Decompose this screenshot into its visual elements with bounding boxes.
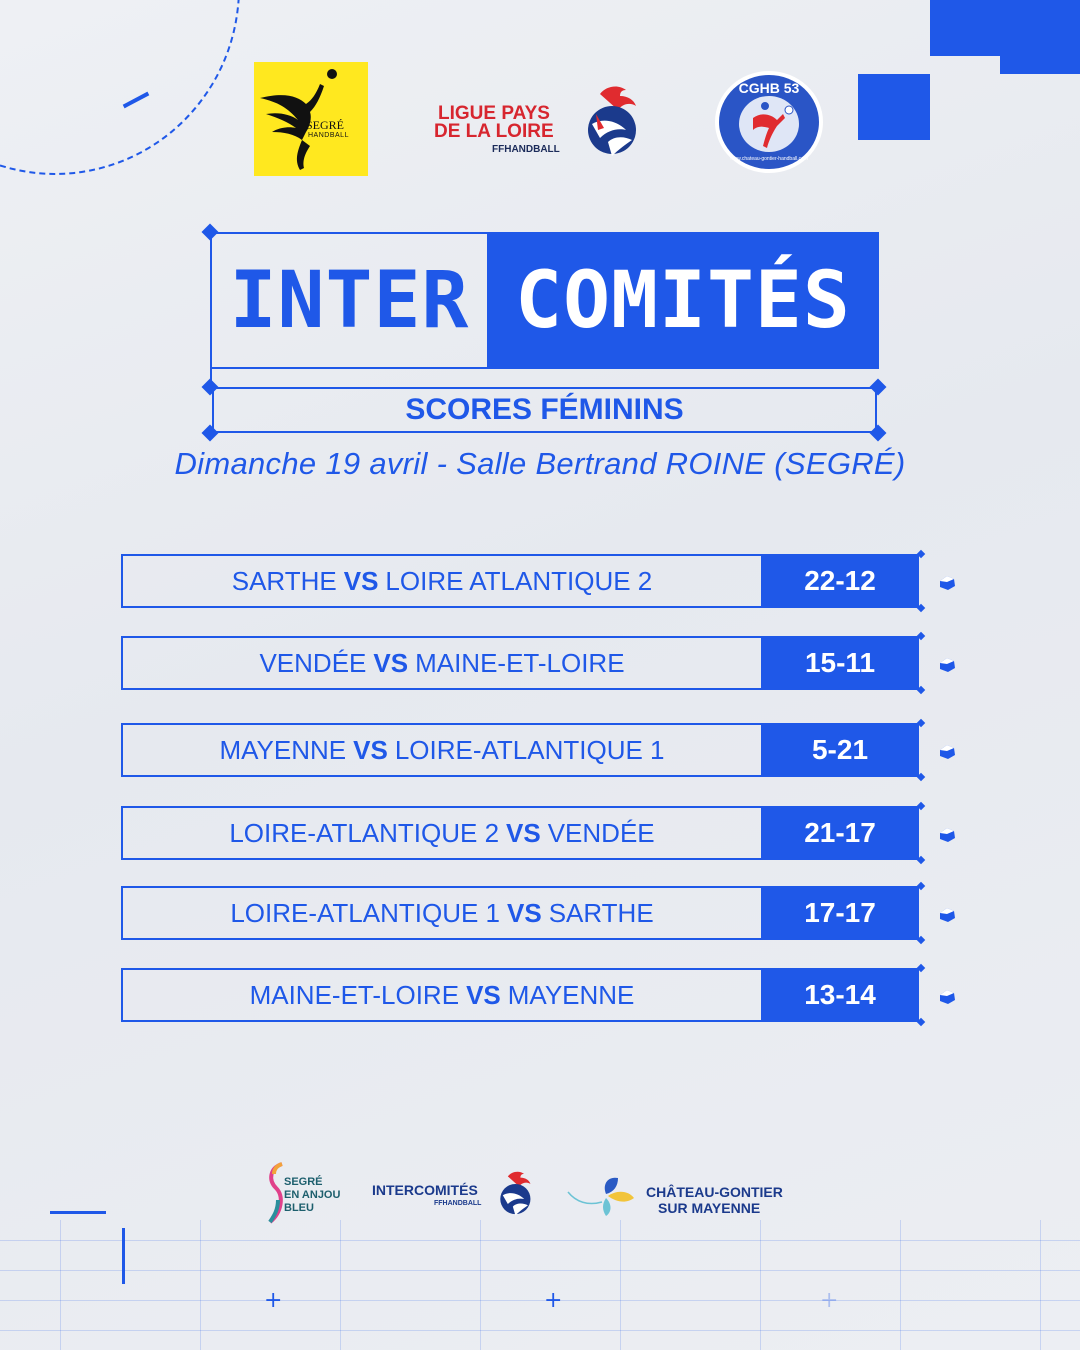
s-swoosh-icon: [266, 1160, 286, 1228]
intercomites-logo-subtext: FFHANDBALL: [434, 1200, 482, 1207]
decorative-grid-line: [340, 1220, 341, 1350]
decorative-block: [858, 74, 930, 140]
decorative-grid-line: [0, 1300, 1080, 1301]
match-score: 17-17: [761, 886, 919, 940]
match-teams: [121, 968, 763, 1022]
decorative-grid-line: [0, 1270, 1080, 1271]
segre-logo-subtext: HANDBALL: [308, 132, 349, 139]
match-score: 21-17: [761, 806, 919, 860]
ligue-pays-de-la-loire-logo: [430, 84, 650, 168]
vs-label: VS: [343, 565, 379, 596]
title-comites: COMITÉS: [487, 232, 879, 369]
decorative-diamond: [917, 604, 925, 612]
decorative-dashed-circle: [0, 0, 240, 175]
segre-en-anjou-bleu-logo: [266, 1160, 340, 1228]
ligue-logo-line2: DE LA LOIRE: [434, 121, 554, 142]
decorative-grid-line: [60, 1220, 61, 1350]
match-row: [121, 723, 961, 779]
home-team: VENDÉE: [259, 647, 367, 678]
decorative-grid-line: [620, 1220, 621, 1350]
ligue-logo-line3: FFHANDBALL: [492, 144, 560, 155]
title-inter: INTER: [229, 255, 470, 346]
match-teams: [121, 554, 763, 608]
decorative-diamond: [917, 856, 925, 864]
intercomites-logo-text: INTERCOMITÉS: [372, 1182, 478, 1198]
plus-icon: +: [544, 1288, 563, 1313]
decorative-grid-line: [200, 1220, 201, 1350]
match-score: 15-11: [761, 636, 919, 690]
decorative-line: [122, 1228, 125, 1284]
segre-anjou-line2: EN ANJOU: [284, 1189, 341, 1201]
decorative-grid-line: [0, 1240, 1080, 1241]
away-team: MAYENNE: [507, 979, 635, 1010]
decorative-grid-line: [480, 1220, 481, 1350]
match-teams: [121, 636, 763, 690]
cghb-53-logo: [713, 70, 825, 174]
decorative-block: [930, 0, 1080, 56]
segre-anjou-line1: SEGRÉ: [284, 1176, 323, 1188]
home-team: MAINE-ET-LOIRE: [249, 979, 460, 1010]
away-team: VENDÉE: [547, 817, 655, 848]
decorative-block: [1000, 56, 1080, 74]
cghb-logo-text: CGHB 53: [738, 80, 800, 96]
decorative-diamond: [917, 686, 925, 694]
handball-icon: [936, 824, 958, 846]
away-team: LOIRE ATLANTIQUE 2: [385, 565, 653, 596]
handball-icon: [936, 986, 958, 1008]
home-team: LOIRE-ATLANTIQUE 1: [230, 897, 500, 928]
event-date-venue: Dimanche 19 avril - Salle Bertrand ROINE (SEGRÉ): [174, 446, 906, 481]
segre-logo-text: SEGRÉ: [306, 118, 345, 132]
chateau-logo-line1: CHÂTEAU-GONTIER: [646, 1184, 783, 1200]
decorative-grid-line: [1040, 1220, 1041, 1350]
away-team: LOIRE-ATLANTIQUE 1: [394, 734, 665, 765]
vs-label: VS: [507, 897, 542, 928]
subtitle-scores-feminins: SCORES FÉMININS: [212, 387, 877, 433]
plus-icon: +: [820, 1288, 839, 1313]
handball-icon: [936, 741, 958, 763]
match-teams: [121, 886, 763, 940]
vs-label: VS: [466, 979, 501, 1010]
chateau-gontier-logo: [566, 1170, 806, 1220]
decorative-grid-line: [0, 1330, 1080, 1331]
intercomites-logo: [370, 1168, 540, 1220]
segre-anjou-line3: BLEU: [284, 1202, 314, 1214]
chateau-logo-line2: SUR MAYENNE: [658, 1200, 761, 1216]
match-score: 13-14: [761, 968, 919, 1022]
rooster-icon: [578, 84, 648, 160]
decorative-line: [50, 1211, 106, 1214]
decorative-diamond: [917, 936, 925, 944]
home-team: MAYENNE: [219, 734, 347, 765]
away-team: MAINE-ET-LOIRE: [415, 647, 625, 678]
vs-label: VS: [373, 647, 409, 678]
plus-icon: +: [264, 1288, 283, 1313]
home-team: LOIRE-ATLANTIQUE 2: [229, 817, 500, 848]
match-row: [121, 554, 961, 610]
decorative-diamond: [917, 773, 925, 781]
decorative-diamond: [917, 1018, 925, 1026]
handball-icon: [936, 654, 958, 676]
home-team: SARTHE: [231, 565, 337, 596]
match-row: [121, 886, 961, 942]
match-score: 22-12: [761, 554, 919, 608]
match-row: [121, 806, 961, 862]
decorative-grid-line: [760, 1220, 761, 1350]
vs-label: VS: [353, 734, 388, 765]
cghb-logo-url: www.chateau-gontier-handball.com: [729, 156, 809, 162]
vs-label: VS: [506, 817, 541, 848]
match-row: [121, 636, 961, 692]
butterfly-icon: [566, 1170, 642, 1220]
ligue-logo-line1: LIGUE PAYS: [438, 103, 550, 124]
segre-handball-logo: [254, 62, 368, 176]
match-teams: [121, 723, 763, 777]
handball-icon: [936, 572, 958, 594]
match-teams: [121, 806, 763, 860]
decorative-grid-line: [900, 1220, 901, 1350]
away-team: SARTHE: [548, 897, 654, 928]
rooster-icon: [494, 1168, 538, 1220]
match-row: [121, 968, 961, 1024]
handball-icon: [936, 904, 958, 926]
match-score: 5-21: [761, 723, 919, 777]
